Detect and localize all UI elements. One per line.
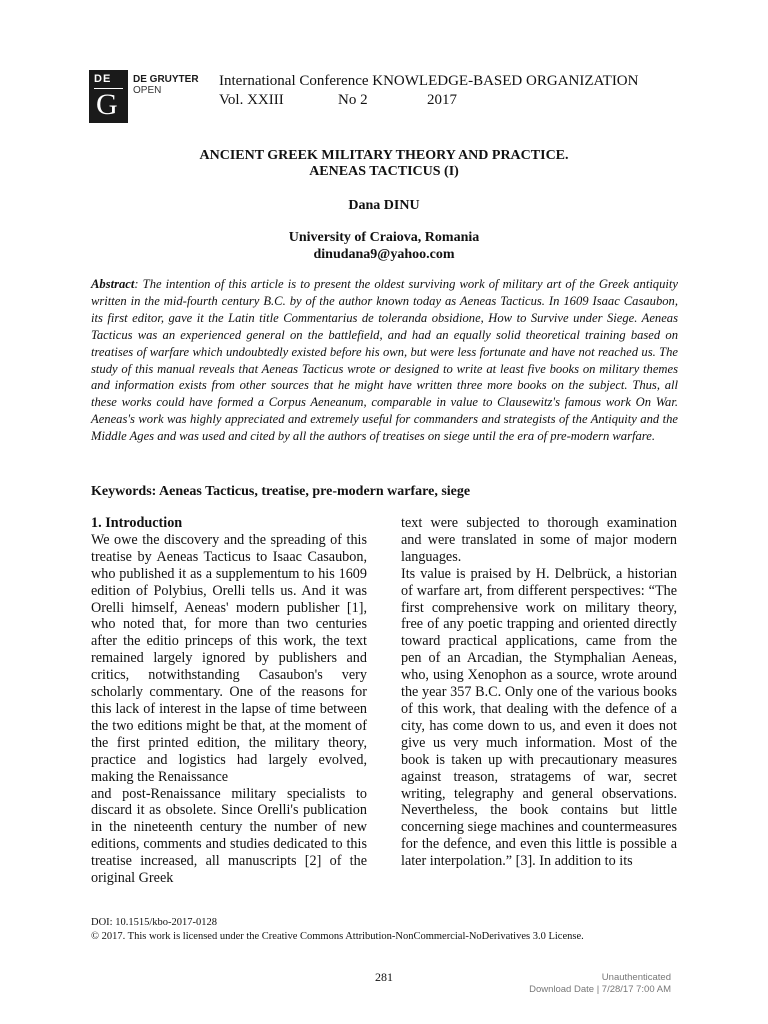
volume: Vol. XXIII: [219, 92, 284, 108]
doi: DOI: 10.1515/kbo-2017-0128: [91, 917, 217, 928]
year: 2017: [427, 92, 457, 108]
body-column-right: [401, 515, 677, 870]
publisher-name: [133, 74, 199, 96]
page-number: 281: [375, 970, 393, 984]
unauthenticated-text: Unauthenticated: [601, 972, 671, 983]
paragraph: Its value is praised by H. Delbrück, a historian of warfare art, from different perspectives: “The first comprehensive work on military theory, free of any poetic trapping and oriented directly toward practical applications, came from the pen of an Arcadian, the Stymphalian Aeneas, who, using Xenophon as a source, wrote around the year 357 B.C. Only one of the various books of this work, that dealing with the defence of a city, has come down to us, and even it does not give us very much information. Most of the book is taken up with precautionary measures against treason, stratagems of war, secret writing, telegraphy and general observations. Nevertheless, the book contains but little concerning siege machines and countermeasures for the defence, and even this little is possible a later interpolation.” [3]. In addition to its: [401, 565, 677, 870]
paragraph: We owe the discovery and the spreading of this treatise by Aeneas Tacticus to Isaac Casaubon, who published it as a supplementum to his 1609 edition of Polybius, Orelli tells us. And it was Orelli himself, Aeneas' modern publisher [1], who noted that, for more than two centuries after the editio princeps of this work, the text remained largely ignored by publishers and critics, notwithstanding Casaubon's very scholarly commentary. One of the reasons for this lack of interest in the lapse of time between the two editions might be that, at the moment of the first printed edition, the military theory, practice and logistics had largely evolved, making the Renaissance: [91, 531, 367, 785]
abstract-text: : The intention of this article is to present the oldest surviving work of military art of the Greek antiquity written in the mid-fourth century B.C. by of the author known today as Aeneas Tacticus. In 1609 Isaac Casaubon, its first editor, gave it the Latin title Commentarius de toleranda obsidione, How to Survive under Siege. Aeneas Tacticus was an experienced general on the battlefield, and had an equally solid theoretical training based on treatises of warfare which undoubtedly existed before his own, but were less fortunate and have not reached us. The study of this manual reveals that Aeneas Tacticus wrote or designed to write at least five books on military themes and information exists from other sources that he might have written three more books on the subject. Thus, all these works could have formed a Corpus Aeneanum, comparable in value to Clausewitz's famous work On War. Aeneas's work was highly appreciated and extremely useful for commanders and strategists of the Antiquity and the Middle Ages and was used and cited by all the authors of treatises on siege until the era of pre-modern warfare.: [91, 277, 678, 444]
de-gruyter-logo: [89, 70, 128, 123]
author-name: Dana DINU: [348, 198, 420, 213]
abstract-label: Abstract: [91, 277, 135, 291]
section-heading: 1. Introduction: [91, 515, 183, 531]
publisher-sub: OPEN: [133, 85, 162, 96]
affiliation: University of Craiova, Romania: [288, 230, 480, 245]
conference-title: International Conference KNOWLEDGE-BASED ORGANIZATION: [219, 73, 639, 89]
issue-number: No 2: [338, 92, 368, 108]
logo-g-letter: G: [96, 88, 118, 121]
author-email: dinudana9@yahoo.com: [313, 247, 455, 262]
download-date: Download Date | 7/28/17 7:00 AM: [529, 984, 671, 995]
paper-title-line2: AENEAS TACTICUS (I): [309, 164, 459, 179]
paragraph: and post-Renaissance military specialists to discard it as obsolete. Since Orelli's publication in the nineteenth century the number of new editions, comments and studies dedicated to this treatise increased, all manuscripts [2] of the original Greek: [91, 785, 367, 887]
paper-title-line1: ANCIENT GREEK MILITARY THEORY AND PRACTICE.: [199, 148, 569, 163]
license-notice: © 2017. This work is licensed under the Creative Commons Attribution-NonCommercial-NoDerivatives 3.0 License.: [91, 931, 584, 942]
publisher-title: DE GRUYTER: [133, 74, 199, 85]
body-column-left: [91, 515, 367, 887]
logo-de-text: DE: [94, 73, 112, 85]
abstract: [91, 276, 678, 445]
keywords: Keywords: Aeneas Tacticus, treatise, pre-modern warfare, siege: [91, 484, 471, 499]
access-watermark: [529, 972, 671, 996]
paragraph: text were subjected to thorough examination and were translated in some of major modern languages.: [401, 515, 677, 565]
